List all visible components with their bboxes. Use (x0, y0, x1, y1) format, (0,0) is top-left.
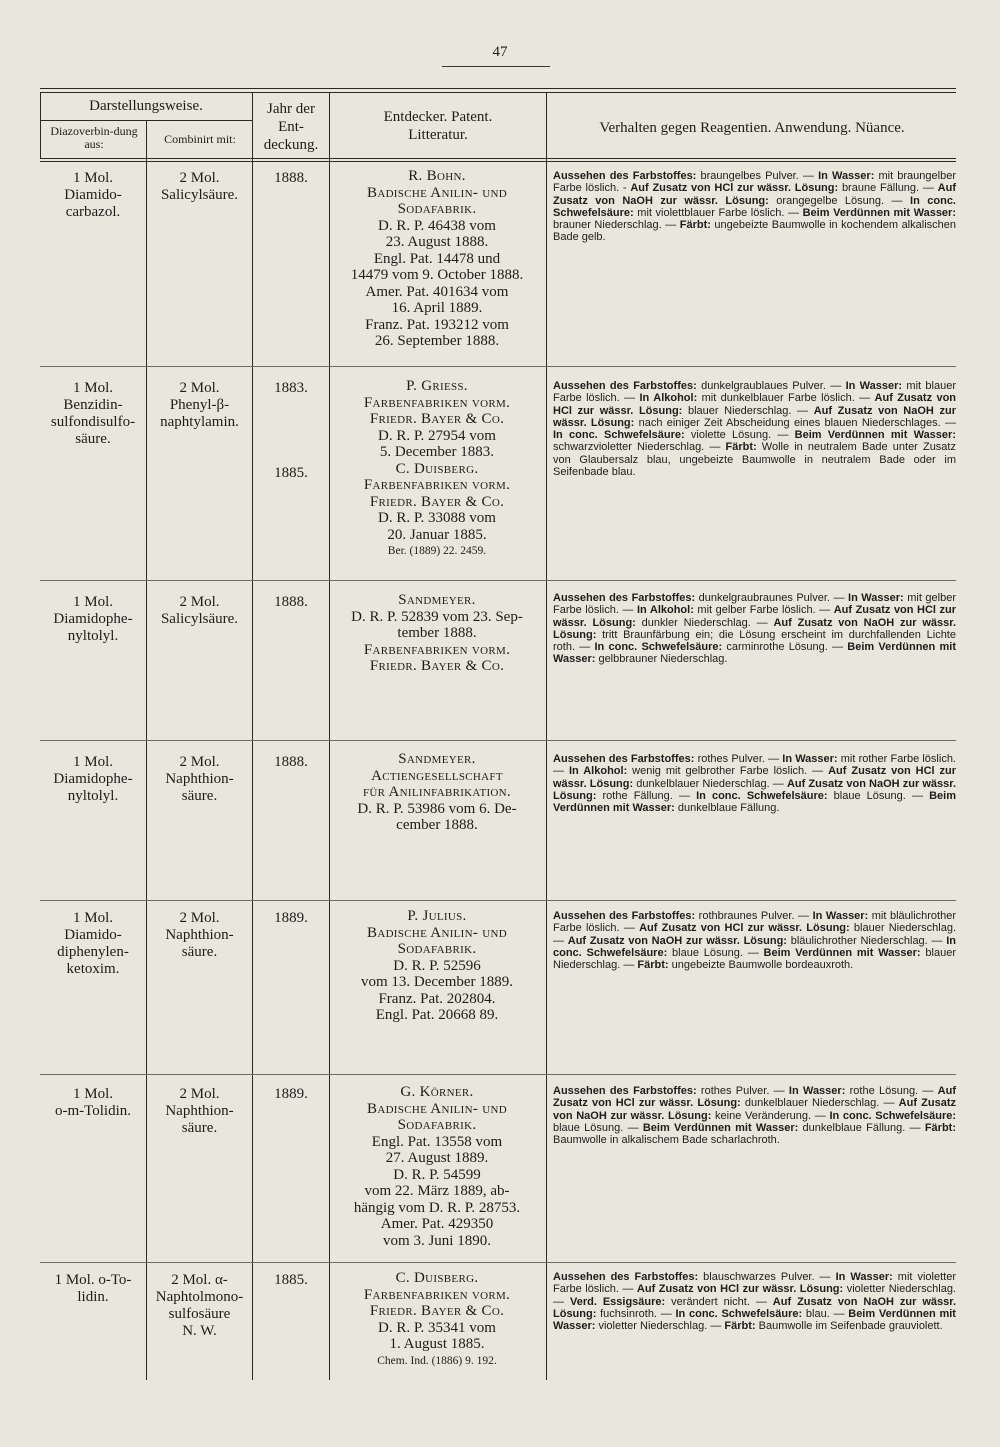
reagent-result: dunkelgraublaues Pulver. — (696, 380, 846, 392)
diazo-cell-line: diphenylen- (57, 944, 129, 960)
diazo-cell (40, 380, 146, 448)
reagent-label: Auf Zusatz von HCl zur wässr. Lösung: (636, 1283, 844, 1296)
entdecker-line: D. R. P. 52839 vom 23. Sep- (351, 608, 523, 625)
reagent-label: In Wasser: (845, 380, 903, 392)
diazo-cell-line: 1 Mol. (72, 380, 113, 396)
page-number-rule (442, 66, 550, 67)
reagent-label: In Wasser: (812, 910, 869, 922)
diazo-cell-line: ketoxim. (66, 961, 120, 977)
reagent-result: mit braungelber Farbe löslich. - (553, 170, 956, 195)
reagent-label: Beim Verdünnen mit Wasser: (794, 429, 956, 442)
entdecker-line: P. Julius. (407, 908, 467, 924)
entdecker-line: P. Griess. (406, 378, 468, 394)
verhalten-cell (553, 910, 956, 971)
header-entdecker-line-2: Litteratur. (408, 127, 468, 143)
header-entdecker-line-1: Entdecker. Patent. (383, 109, 493, 125)
reagent-label: In conc. Schwefelsäure: (696, 789, 828, 802)
reagent-result: mit violetter Farbe löslich. — (553, 1271, 956, 1296)
reagent-result: brauner Niederschlag. — (553, 219, 680, 232)
header-diazo: Diazoverbin-dung aus: (50, 124, 138, 151)
page-number: 47 (492, 44, 508, 60)
verhalten-cell (553, 380, 956, 478)
combinirt-cell-line: Naphthion- (165, 927, 234, 943)
diazo-cell-line: säure. (75, 431, 111, 447)
entdecker-line: D. R. P. 46438 vom (378, 217, 496, 234)
reagent-label: Aussehen des Farbstoffes: (553, 1271, 699, 1283)
reagent-result: rothe Lösung. — (845, 1085, 938, 1097)
header-verhalten: Verhalten gegen Reagentien. Anwendung. Nüance. (599, 120, 905, 136)
reagent-label: In Wasser: (818, 170, 875, 182)
reagent-result: Baumwolle im Seifenbade grauviolett. (755, 1320, 943, 1333)
reagent-label: In Wasser: (782, 753, 838, 765)
row-separator (40, 740, 956, 741)
reagent-label: In Wasser: (835, 1271, 893, 1283)
jahr-cell (254, 594, 328, 611)
diazo-cell-line: Diamidophe- (53, 771, 133, 787)
reagent-label: Auf Zusatz von NaOH zur wässr. Lösung: (553, 616, 956, 641)
entdecker-line: G. Körner. (400, 1084, 474, 1100)
reagent-label: In Wasser: (788, 1085, 846, 1097)
entdecker-line: Franz. Pat. 202804. (378, 990, 496, 1007)
entdecker-line: Sandmeyer. (398, 592, 476, 608)
entdecker-line: Engl. Pat. 20668 89. (375, 1007, 499, 1023)
combinirt-cell-line: 2 Mol. (179, 380, 220, 396)
entdecker-line: Engl. Pat. 13558 vom (371, 1133, 503, 1150)
reagent-result: gelbbrauner Niederschlag. (595, 653, 728, 666)
entdecker-line: cember 1888. (396, 817, 478, 833)
reagent-result: carminrothe Lösung. — (722, 641, 848, 654)
reagent-label: Auf Zusatz von NaOH zur wässr. Lösung: (553, 1097, 956, 1122)
entdecker-line: 1. August 1885. (389, 1336, 485, 1352)
diazo-cell-line: 1 Mol. (72, 1086, 113, 1102)
header-entdecker (330, 108, 546, 144)
reagent-result: keine Veränderung. — (711, 1109, 830, 1122)
combinirt-cell-line: Salicylsäure. (160, 611, 239, 627)
combinirt-cell (147, 380, 252, 431)
entdecker-line: Farbenfabriken vorm. (363, 641, 511, 658)
jahr-cell-line: 1889. (274, 910, 308, 926)
diazo-cell-line: Benzidin- (63, 397, 123, 413)
entdecker-line: D. R. P. 33088 vom (378, 510, 496, 526)
entdecker-line: Badische Anilin- und (367, 1100, 507, 1117)
diazo-cell (40, 594, 146, 645)
entdecker-line: für Anilinfabrikation. (363, 784, 511, 800)
reagent-label: In Alkohol: (568, 765, 628, 778)
reagent-result: braungelbes Pulver. — (696, 170, 819, 182)
diazo-cell-line: 1 Mol. (72, 594, 113, 610)
reagent-label: Auf Zusatz von NaOH zur wässr. Lösung: (553, 404, 956, 429)
entdecker-line: R. Bohn. (408, 168, 466, 184)
diazo-cell-line: nyltolyl. (67, 628, 119, 644)
reagent-label: Beim Verdünnen mit Wasser: (802, 206, 956, 219)
entdecker-line: Friedr. Bayer & Co. (369, 658, 505, 674)
reagent-label: Auf Zusatz von HCl zur wässr. Lösung: (553, 392, 957, 417)
entdecker-line: Engl. Pat. 14478 und (373, 250, 501, 267)
verhalten-cell (553, 1271, 956, 1332)
entdecker-line: 14479 vom 9. October 1888. (350, 267, 524, 283)
combinirt-cell (147, 594, 252, 628)
reagent-label: Färbt: (724, 1320, 756, 1333)
column-divider-2 (252, 92, 253, 1380)
combinirt-cell-line: Naphthion- (165, 771, 234, 787)
entdecker-line: D. R. P. 27954 vom (378, 427, 496, 444)
diazo-cell (40, 170, 146, 221)
entdecker-line: Sodafabrik. (397, 941, 477, 957)
combinirt-cell-line: naphtylamin. (160, 414, 239, 430)
entdecker-line: tember 1888. (397, 625, 477, 641)
reagent-result: violetter Niederschlag. — (595, 1320, 725, 1333)
column-divider-4 (546, 92, 547, 1380)
header-jahr-line-2: Ent- (278, 119, 304, 135)
reagent-result: ungebeizte Baumwolle bordeauxroth. (668, 959, 854, 972)
reagent-result: rothe Fällung. — (596, 789, 697, 802)
entdecker-line: 27. August 1889. (385, 1150, 489, 1166)
entdecker-line: Badische Anilin- und (367, 184, 507, 201)
entdecker-cell (330, 1084, 544, 1249)
reagent-label: Beim Verdünnen mit Wasser: (553, 789, 956, 815)
entdecker-cell (330, 592, 544, 675)
header-jahr (253, 100, 329, 154)
row-separator (40, 1262, 956, 1263)
entdecker-cell (330, 908, 544, 1024)
combinirt-cell-line: säure. (181, 1120, 218, 1136)
jahr-cell-line: 1889. (274, 1086, 308, 1102)
reagent-result: Baumwolle in alkalischem Bade scharlachroth. (553, 1134, 780, 1147)
jahr-cell-line (254, 431, 328, 448)
entdecker-cell (330, 378, 544, 560)
jahr-cell (254, 754, 328, 771)
combinirt-cell-line: Phenyl-β- (169, 397, 230, 413)
entdecker-cell (330, 168, 544, 350)
diazo-cell-line: 1 Mol. (72, 170, 113, 186)
jahr-cell-line (254, 448, 328, 465)
reagent-label: Verd. Essigsäure: (569, 1295, 666, 1308)
reagent-result: blauer Niederschlag. — (553, 946, 956, 972)
reagent-label: Auf Zusatz von NaOH zur wässr. Lösung: (553, 182, 956, 207)
header-jahr-line-3: deckung. (263, 137, 319, 153)
reagent-label: In conc. Schwefelsäure: (553, 934, 956, 959)
diazo-cell-line: 1 Mol. o-To- (54, 1272, 132, 1288)
reagent-result: Wolle in neutralem Bade unter Zusatz von Glaubersalz blau, ungebeizte Baumwolle in neutralem Bade oder im Seifenbade blau. (553, 441, 956, 479)
reagent-label: Auf Zusatz von NaOH zur wässr. Lösung: (567, 934, 787, 947)
entdecker-line: Franz. Pat. 193212 vom (365, 316, 509, 333)
reagent-result: dunkelblauer Niederschlag. — (633, 777, 787, 790)
table-header-rule-2 (40, 161, 956, 162)
diazo-cell-line: o-m-Tolidin. (54, 1103, 132, 1119)
reagent-result: blaue Lösung. — (827, 789, 930, 802)
combinirt-cell (147, 170, 252, 204)
entdecker-line: 23. August 1888. (385, 234, 489, 250)
reagent-result: dunkelgraubraunes Pulver. — (695, 592, 849, 604)
reagent-label: Aussehen des Farbstoffes: (553, 1085, 697, 1097)
entdecker-line: Friedr. Bayer & Co. (369, 411, 505, 427)
entdecker-line: Farbenfabriken vorm. (363, 394, 511, 411)
reagent-result: dunkelblauer Niederschlag. — (740, 1097, 899, 1110)
reagent-label: Auf Zusatz von HCl zur wässr. Lösung: (630, 182, 839, 195)
jahr-cell (254, 1272, 328, 1289)
combinirt-cell-line: 2 Mol. (179, 170, 220, 186)
diazo-cell-line: 1 Mol. (72, 910, 113, 926)
reagent-label: In Alkohol: (639, 392, 698, 405)
entdecker-line: D. R. P. 54599 (393, 1166, 481, 1183)
combinirt-cell-line: Naphtolmono- (155, 1289, 244, 1305)
entdecker-line: Farbenfabriken vorm. (363, 477, 511, 493)
entdecker-line: Farbenfabriken vorm. (363, 1286, 511, 1303)
reagent-result: violette Lösung. — (684, 429, 795, 442)
entdecker-line: 5. December 1883. (379, 444, 495, 460)
diazo-cell (40, 1272, 146, 1306)
entdecker-line: 16. April 1889. (391, 300, 483, 316)
row-separator (40, 366, 956, 367)
entdecker-line: Actiengesellschaft (371, 767, 503, 784)
column-divider-1 (146, 120, 147, 1380)
reagent-result: blauer Niederschlag. — (682, 404, 814, 417)
table-top-rule (40, 88, 956, 89)
reagent-result: verändert nicht. — (665, 1295, 773, 1308)
jahr-cell (254, 1086, 328, 1103)
reagent-result: mit rother Farbe löslich. — (553, 753, 956, 778)
jahr-cell-line: 1888. (274, 170, 308, 186)
reagent-label: In conc. Schwefelsäure: (675, 1307, 803, 1320)
entdecker-line: C. Duisberg. (395, 1270, 479, 1286)
reagent-result: dunkler Niederschlag. — (635, 616, 774, 629)
combinirt-cell (147, 1086, 252, 1137)
reagent-result: mit gelber Farbe löslich. — (693, 604, 834, 617)
reagent-label: Beim Verdünnen mit Wasser: (553, 641, 956, 666)
diazo-cell (40, 910, 146, 978)
reagent-label: In Alkohol: (636, 604, 694, 617)
header-jahr-line-1: Jahr der (267, 101, 315, 117)
entdecker-line: D. R. P. 53986 vom 6. De- (357, 800, 517, 817)
jahr-cell-line: 1888. (274, 594, 308, 610)
entdecker-line: Amer. Pat. 429350 (380, 1216, 494, 1232)
jahr-cell (254, 380, 328, 482)
reagent-result: schwarzvioletter Niederschlag. — (553, 441, 726, 454)
reagent-result: rothes Pulver. — (694, 753, 783, 765)
reagent-label: In conc. Schwefelsäure: (553, 429, 685, 442)
entdecker-line: Sodafabrik. (397, 1117, 477, 1133)
jahr-cell-line (254, 414, 328, 431)
reagent-label: Färbt: (679, 219, 711, 232)
reagent-result: mit blauer Farbe löslich. — (553, 380, 956, 405)
reagent-result: rothbraunes Pulver. — (695, 910, 813, 922)
reagent-label: Färbt: (924, 1121, 956, 1134)
diazo-cell-line: lidin. (77, 1289, 109, 1305)
reagent-result: rothes Pulver. — (696, 1085, 789, 1097)
reagent-result: fuchsinroth. — (596, 1307, 676, 1320)
table-header-rule (40, 158, 956, 159)
jahr-cell-line (254, 397, 328, 414)
combinirt-cell-line: Salicylsäure. (160, 187, 239, 203)
jahr-cell (254, 910, 328, 927)
reagent-result: mit gelber Farbe löslich. — (553, 592, 956, 617)
verhalten-cell (553, 1085, 956, 1146)
row-separator (40, 900, 956, 901)
jahr-cell-line: 1885. (274, 465, 308, 481)
entdecker-line: Chem. Ind. (1886) 9. 192. (377, 1354, 497, 1367)
reagent-result: braune Fällung. — (838, 182, 938, 195)
reagent-result: wenig mit gelbrother Farbe löslich. — (627, 765, 829, 778)
diazo-cell-line: Diamido- (64, 927, 122, 943)
reagent-label: Aussehen des Farbstoffes: (553, 592, 696, 604)
entdecker-line: 20. Januar 1885. (387, 526, 487, 543)
combinirt-cell-line: 2 Mol. (179, 1086, 220, 1102)
diazo-cell-line: Diamidophe- (53, 611, 133, 627)
verhalten-cell (553, 592, 956, 666)
reagent-result: blaue Lösung. — (553, 1121, 643, 1134)
reagent-result: mit dunkelblauer Farbe löslich. — (697, 392, 875, 405)
reagent-result: bläulichrother Niederschlag. — (786, 934, 947, 947)
entdecker-line: vom 22. März 1889, ab- (364, 1183, 510, 1199)
combinirt-cell-line: 2 Mol. (179, 594, 220, 610)
reagent-label: Beim Verdünnen mit Wasser: (642, 1121, 799, 1134)
entdecker-line: D. R. P. 52596 (393, 957, 481, 974)
entdecker-line: D. R. P. 35341 vom (378, 1319, 496, 1336)
reagent-label: In conc. Schwefelsäure: (829, 1109, 957, 1122)
jahr-cell-line: 1883. (274, 380, 308, 396)
reagent-label: Auf Zusatz von HCl zur wässr. Lösung: (639, 922, 850, 935)
combinirt-cell-line: Naphthion- (165, 1103, 234, 1119)
diazo-cell-line: carbazol. (65, 204, 121, 220)
combinirt-cell (147, 754, 252, 805)
diazo-cell-line: Diamido- (64, 187, 122, 203)
entdecker-line: Friedr. Bayer & Co. (369, 1303, 505, 1319)
verhalten-cell (553, 170, 956, 244)
reagent-label: In conc. Schwefelsäure: (594, 641, 723, 654)
entdecker-line: vom 13. December 1889. (360, 974, 514, 990)
header-darstellungsweise: Darstellungsweise. (89, 98, 203, 114)
entdecker-line: C. Duisberg. (395, 460, 479, 477)
entdecker-line: Friedr. Bayer & Co. (369, 493, 505, 510)
diazo-cell-line: 1 Mol. (72, 754, 113, 770)
row-separator (40, 580, 956, 581)
jahr-cell-line: 1888. (274, 754, 308, 770)
header-combinirt: Combinirt mit: (164, 132, 236, 146)
entdecker-line: Amer. Pat. 401634 vom (365, 283, 509, 300)
reagent-result: blau. — (802, 1307, 849, 1320)
reagent-label: Auf Zusatz von HCl zur wässr. Lösung: (553, 604, 957, 629)
combinirt-cell-line: säure. (181, 944, 218, 960)
reagent-result: dunkelblaue Fällung. (674, 802, 780, 815)
combinirt-cell-line: 2 Mol. (179, 754, 220, 770)
jahr-cell-line: 1885. (274, 1272, 308, 1288)
combinirt-cell (147, 910, 252, 961)
reagent-label: Aussehen des Farbstoffes: (553, 380, 697, 392)
entdecker-line: Badische Anilin- und (367, 924, 507, 941)
diazo-cell (40, 1086, 146, 1120)
reagent-label: In conc. Schwefelsäure: (553, 194, 956, 219)
reagent-label: Auf Zusatz von NaOH zur wässr. Lösung: (553, 1295, 957, 1320)
reagent-result: ungebeizte Baumwolle in kochendem alkalischen Bade gelb. (553, 219, 956, 244)
diazo-cell-line: nyltolyl. (67, 788, 119, 804)
combinirt-cell-line: säure. (181, 788, 218, 804)
reagent-result: mit bläulichrother Farbe löslich. — (553, 910, 956, 935)
reagent-label: Aussehen des Farbstoffes: (553, 910, 696, 922)
entdecker-line: vom 3. Juni 1890. (383, 1232, 491, 1249)
reagent-label: Auf Zusatz von NaOH zur wässr. Lösung: (553, 777, 957, 802)
reagent-label: Beim Verdünnen mit Wasser: (763, 946, 921, 959)
entdecker-line: Sodafabrik. (397, 201, 477, 217)
reagent-result: blauer Niederschlag. — (553, 922, 956, 947)
combinirt-cell-line: 2 Mol. α- (171, 1272, 228, 1288)
jahr-cell (254, 170, 328, 187)
reagent-label: Aussehen des Farbstoffes: (553, 170, 697, 182)
reagent-label: Aussehen des Farbstoffes: (553, 753, 695, 765)
reagent-label: Beim Verdünnen mit Wasser: (553, 1307, 956, 1333)
reagent-result: blaue Lösung. — (667, 946, 764, 959)
reagent-result: nach einiger Zeit Abscheidung eines blauen Niederschlages. — (634, 416, 956, 429)
row-separator (40, 1074, 956, 1075)
reagent-result: tritt Braunfärbung ein; die Lösung erscheint im durchfallenden Lichte roth. — (553, 628, 956, 654)
reagent-result: blauschwarzes Pulver. — (698, 1271, 836, 1283)
reagent-result: violetter Niederschlag. — (553, 1283, 956, 1308)
entdecker-line: hängig vom D. R. P. 28753. (353, 1199, 521, 1216)
reagent-label: Auf Zusatz von HCl zur wässr. Lösung: (553, 765, 957, 790)
reagent-result: dunkelblaue Fällung. — (798, 1121, 925, 1134)
entdecker-line: Sandmeyer. (398, 751, 476, 767)
combinirt-cell-line: N. W. (182, 1323, 217, 1339)
entdecker-cell (330, 1270, 544, 1369)
verhalten-cell (553, 753, 956, 814)
entdecker-line: 26. September 1888. (374, 333, 500, 349)
reagent-label: In Wasser: (848, 592, 904, 604)
diazo-cell-line: sulfondisulfo- (50, 414, 136, 430)
combinirt-cell-line: sulfosäure (168, 1306, 231, 1322)
reagent-label: Auf Zusatz von HCl zur wässr. Lösung: (553, 1085, 956, 1110)
entdecker-cell (330, 751, 544, 834)
entdecker-line: Ber. (1889) 22. 2459. (387, 545, 487, 557)
reagent-result: mit violettblauer Farbe löslich. — (633, 206, 803, 219)
table-top-rule-2 (40, 92, 956, 93)
combinirt-cell-line: 2 Mol. (179, 910, 220, 926)
diazo-cell (40, 754, 146, 805)
reagent-label: Färbt: (725, 441, 757, 454)
reagent-label: Färbt: (637, 959, 669, 972)
combinirt-cell (147, 1272, 252, 1340)
reagent-result: orangegelbe Lösung. — (768, 194, 911, 207)
